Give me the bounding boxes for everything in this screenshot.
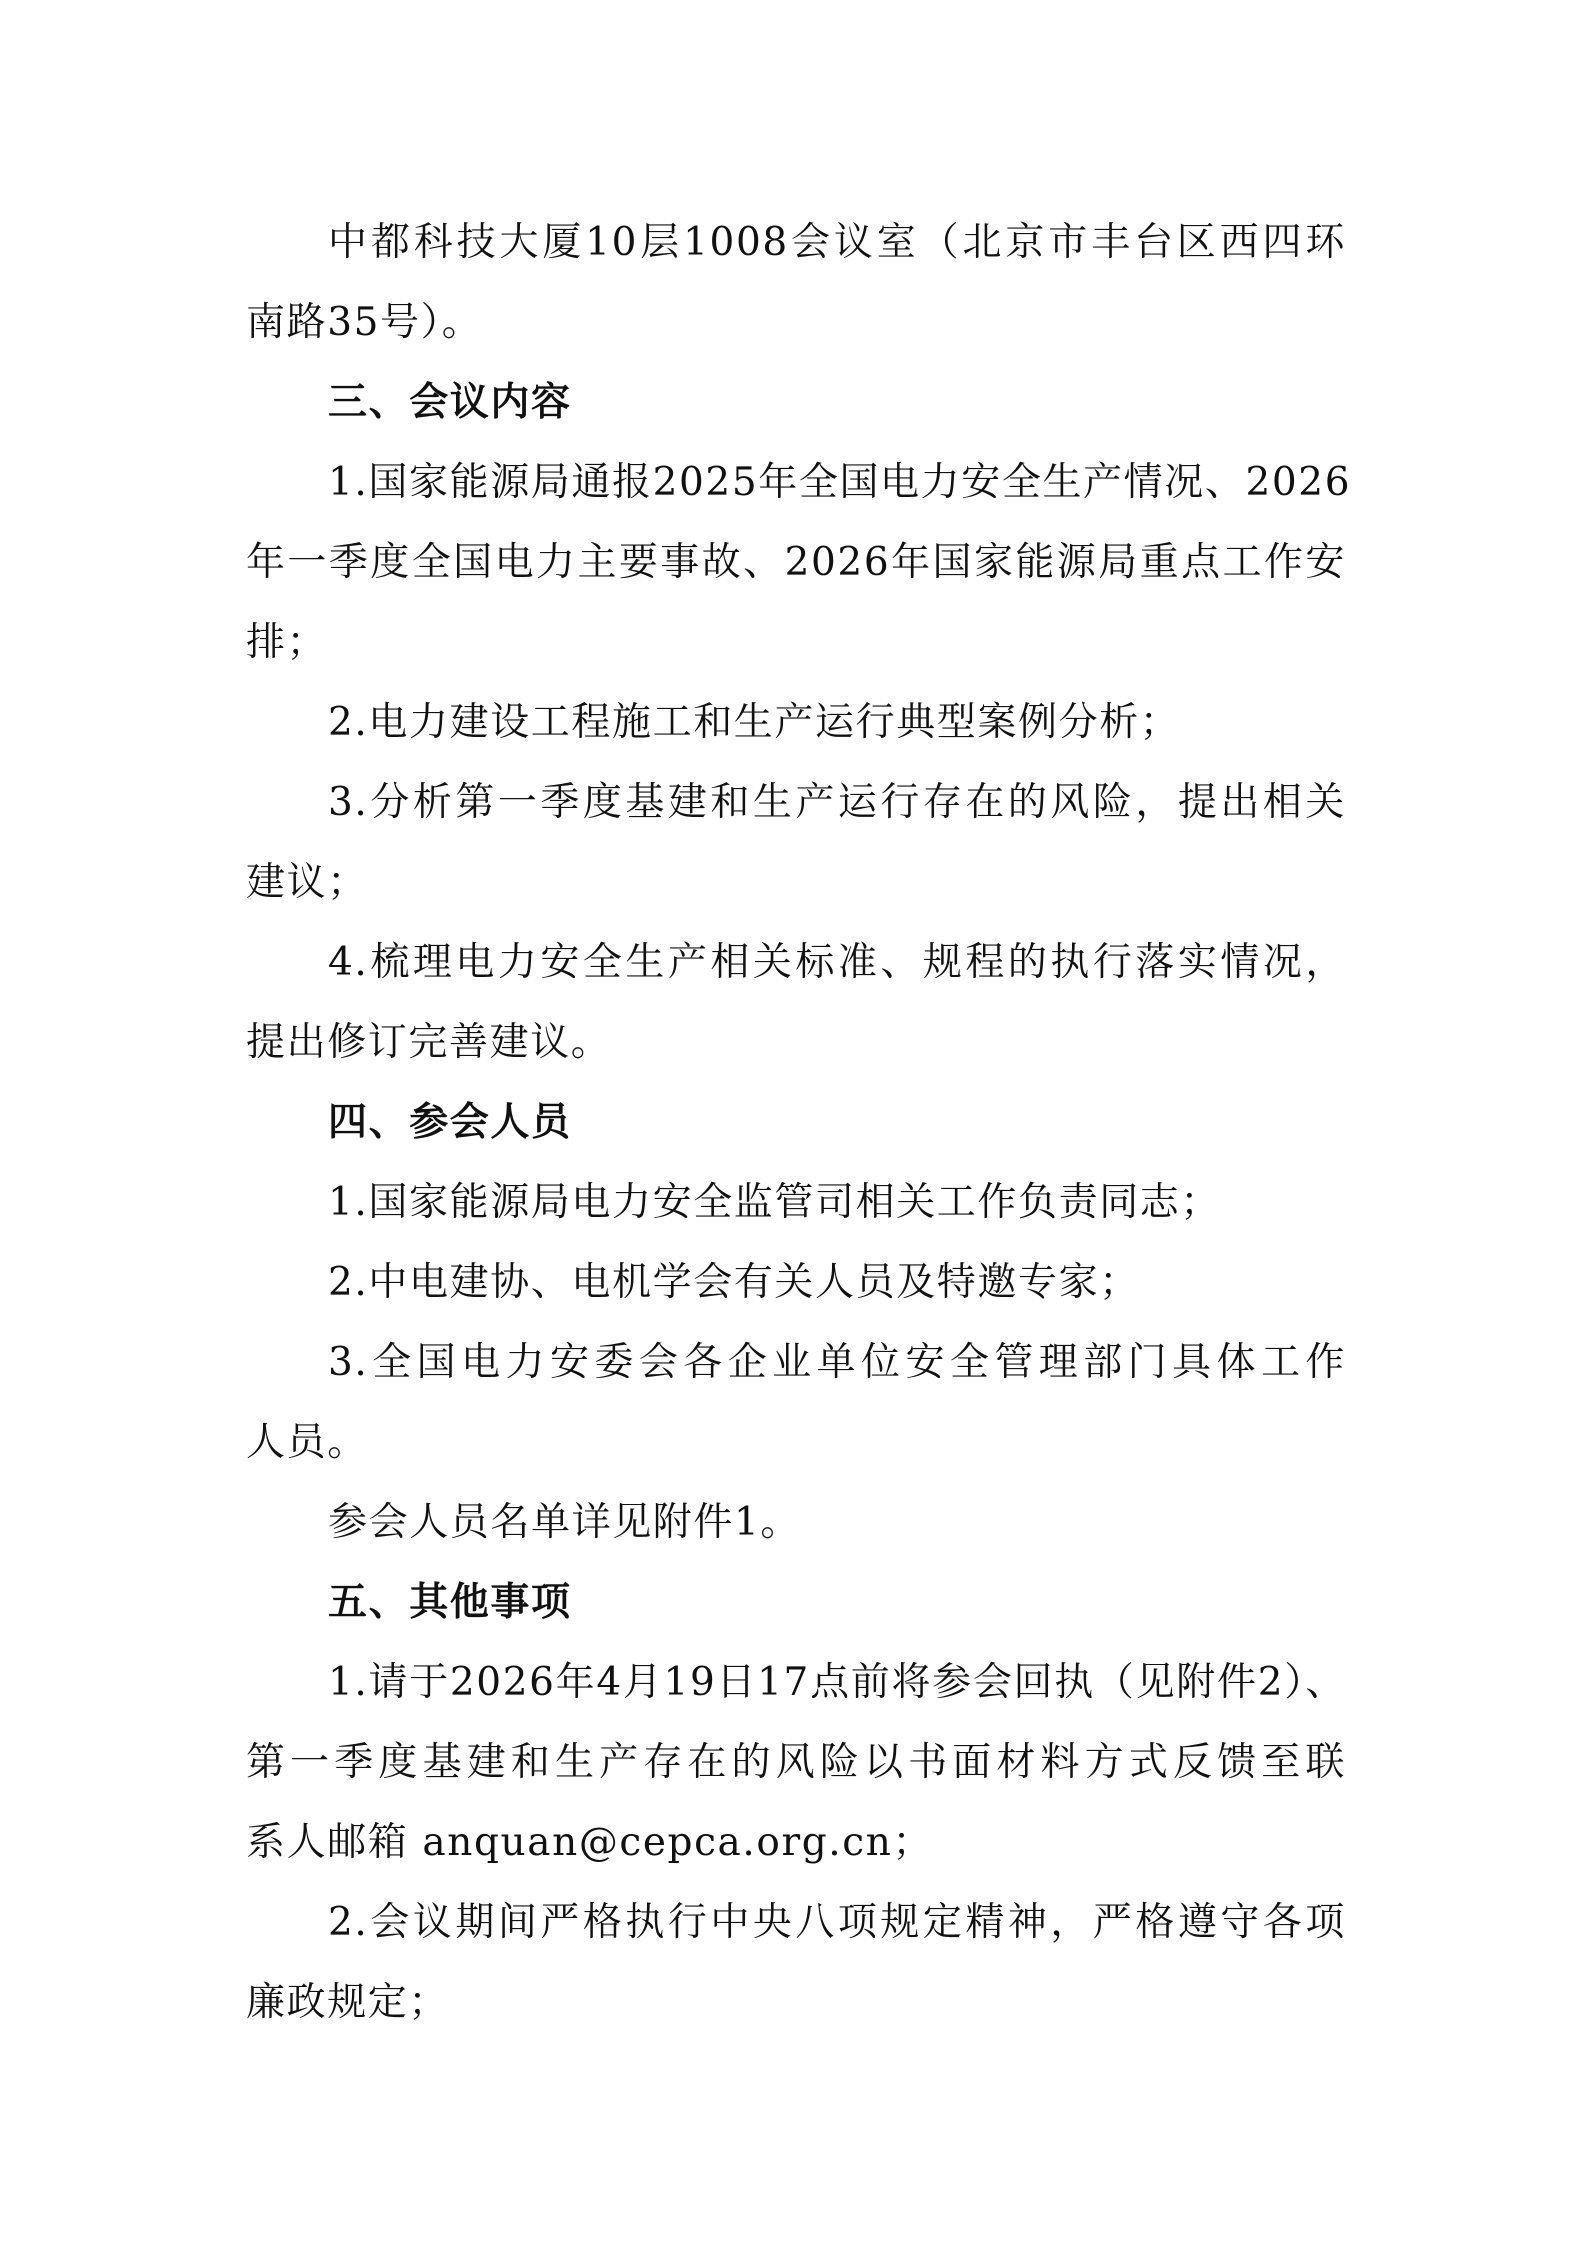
section-heading-meeting-content: 三、会议内容 [328,380,572,425]
content-item-1-cont: 年一季度全国电力主要事故、2026年国家能源局重点工作安 [246,540,1346,585]
attendee-item-1: 1.国家能源局电力安全监管司相关工作负责同志； [328,1180,1222,1225]
other-item-1-email: 系人邮箱 anquan@cepca.org.cn； [246,1820,934,1865]
other-item-1: 1.请于2026年4月19日17点前将参会回执（见附件2）、 [328,1660,1346,1705]
paragraph-line-venue-cont: 南路35号）。 [246,300,483,345]
content-item-3: 3.分析第一季度基建和生产运行存在的风险，提出相关 [328,780,1346,825]
other-item-1-cont: 第一季度基建和生产存在的风险以书面材料方式反馈至联 [246,1740,1346,1785]
section-heading-attendees: 四、参会人员 [328,1100,572,1145]
content-item-1-cont2: 排； [246,620,328,665]
content-item-4: 4.梳理电力安全生产相关标准、规程的执行落实情况， [328,940,1346,985]
content-item-1: 1.国家能源局通报2025年全国电力安全生产情况、2026 [328,460,1352,505]
attendee-item-3: 3.全国电力安委会各企业单位安全管理部门具体工作 [328,1340,1346,1385]
attendee-list-note: 参会人员名单详见附件1。 [328,1500,802,1545]
content-item-4-cont: 提出修订完善建议。 [246,1020,612,1065]
other-item-2-cont: 廉政规定； [246,1980,450,2025]
section-heading-other-matters: 五、其他事项 [328,1580,572,1625]
content-item-3-cont: 建议； [246,860,368,905]
other-item-2: 2.会议期间严格执行中央八项规定精神，严格遵守各项 [328,1900,1346,1945]
paragraph-line-venue: 中都科技大厦10层1008会议室（北京市丰台区西四环 [328,220,1346,265]
attendee-item-3-cont: 人员。 [246,1420,368,1465]
attendee-item-2: 2.中电建协、电机学会有关人员及特邀专家； [328,1260,1140,1305]
content-item-2: 2.电力建设工程施工和生产运行典型案例分析； [328,700,1181,745]
